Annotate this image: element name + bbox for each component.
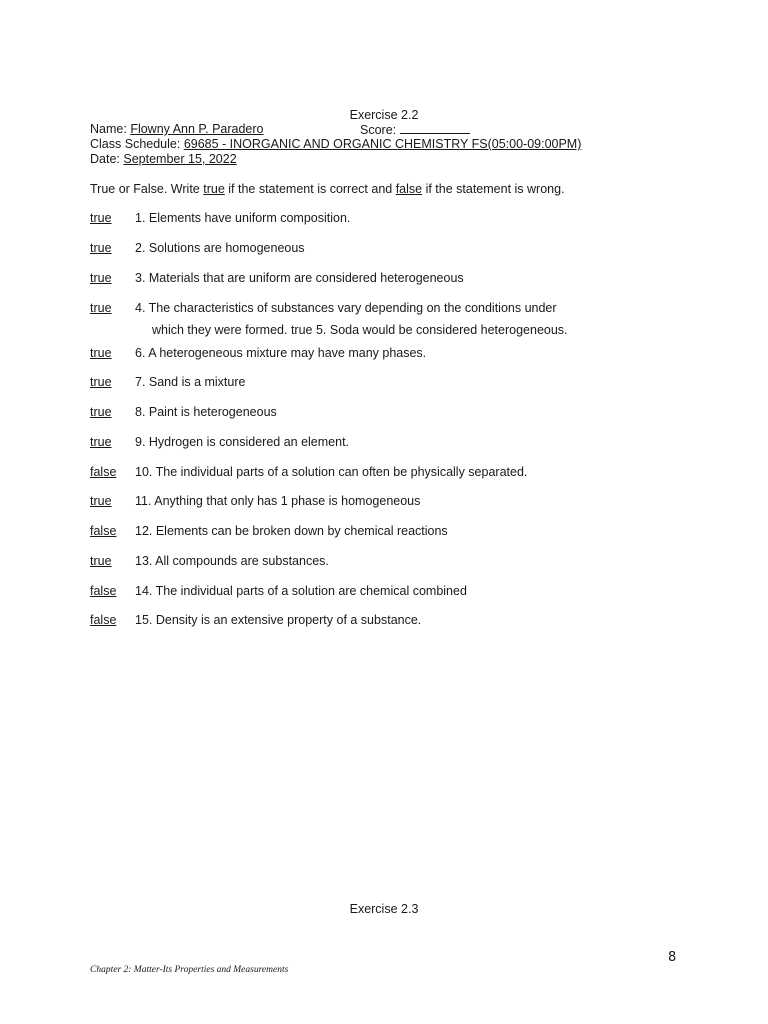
question-item (90, 584, 467, 598)
instructions-text-2: if the statement is correct and (224, 182, 396, 196)
question-item (90, 524, 448, 538)
statement: 4. The characteristics of substances vary depending on the conditions under (135, 301, 557, 315)
date-value: September 15, 2022 (123, 152, 237, 166)
class-schedule-line (90, 137, 581, 152)
score-label: Score: (360, 123, 397, 137)
statement: 6. A heterogeneous mixture may have many phases. (135, 346, 427, 360)
score-blank (400, 122, 470, 134)
statement: 13. All compounds are substances. (135, 554, 329, 568)
statement: 9. Hydrogen is considered an element. (135, 435, 350, 449)
date-label: Date: (90, 152, 120, 166)
statement-continuation: which they were formed. true 5. Soda would be considered heterogeneous. (152, 323, 568, 337)
answer: true (90, 211, 112, 225)
statement: 3. Materials that are uniform are considered heterogeneous (135, 271, 464, 285)
answer: true (90, 405, 112, 419)
statement: 15. Density is an extensive property of a substance. (135, 613, 422, 627)
answer: false (90, 524, 117, 538)
answer: false (90, 613, 117, 627)
statement: 12. Elements can be broken down by chemical reactions (135, 524, 448, 538)
statement: 7. Sand is a mixture (135, 375, 246, 389)
statement: 14. The individual parts of a solution are chemical combined (135, 584, 467, 598)
name-label: Name: (90, 122, 127, 136)
answer: true (90, 435, 112, 449)
question-item (90, 375, 245, 389)
instructions-word-true: true (203, 182, 225, 196)
statement: 2. Solutions are homogeneous (135, 241, 305, 255)
statement: 10. The individual parts of a solution can often be physically separated. (135, 465, 528, 479)
statement: 1. Elements have uniform composition. (135, 211, 351, 225)
question-item (90, 465, 527, 479)
answer: true (90, 241, 112, 255)
instructions-text-1: True or False. Write (90, 182, 204, 196)
answer: false (90, 584, 117, 598)
statement: 8. Paint is heterogeneous (135, 405, 277, 419)
question-item (90, 271, 464, 285)
name-value: Flowny Ann P. Paradero (130, 122, 264, 136)
score-line (360, 122, 470, 138)
chapter-footer: Chapter 2: Matter-Its Properties and Measurements (90, 965, 289, 975)
answer: true (90, 271, 112, 285)
question-item (90, 346, 426, 360)
answer: false (90, 465, 117, 479)
instructions-text-3: if the statement is wrong. (422, 182, 565, 196)
date-line (90, 152, 237, 167)
page-number: 8 (668, 950, 677, 965)
question-item (90, 494, 420, 508)
answer: true (90, 375, 112, 389)
exercise-title: Exercise 2.2 (349, 108, 419, 122)
instructions (90, 182, 565, 196)
answer: true (90, 494, 112, 508)
question-item (90, 613, 421, 627)
next-exercise-title: Exercise 2.3 (349, 902, 419, 916)
answer: true (90, 346, 112, 360)
question-item (90, 211, 350, 225)
answer: true (90, 301, 112, 315)
class-value: 69685 - INORGANIC AND ORGANIC CHEMISTRY FS(05:00-09:00PM) (183, 137, 582, 151)
class-label: Class Schedule: (90, 137, 181, 151)
answer: true (90, 554, 112, 568)
instructions-word-false: false (395, 182, 423, 196)
question-item (90, 301, 557, 315)
question-item (90, 241, 305, 255)
question-item (90, 405, 277, 419)
question-item (90, 554, 329, 568)
statement: 11. Anything that only has 1 phase is homogeneous (135, 494, 421, 508)
name-line (90, 122, 264, 137)
question-item (90, 435, 349, 449)
